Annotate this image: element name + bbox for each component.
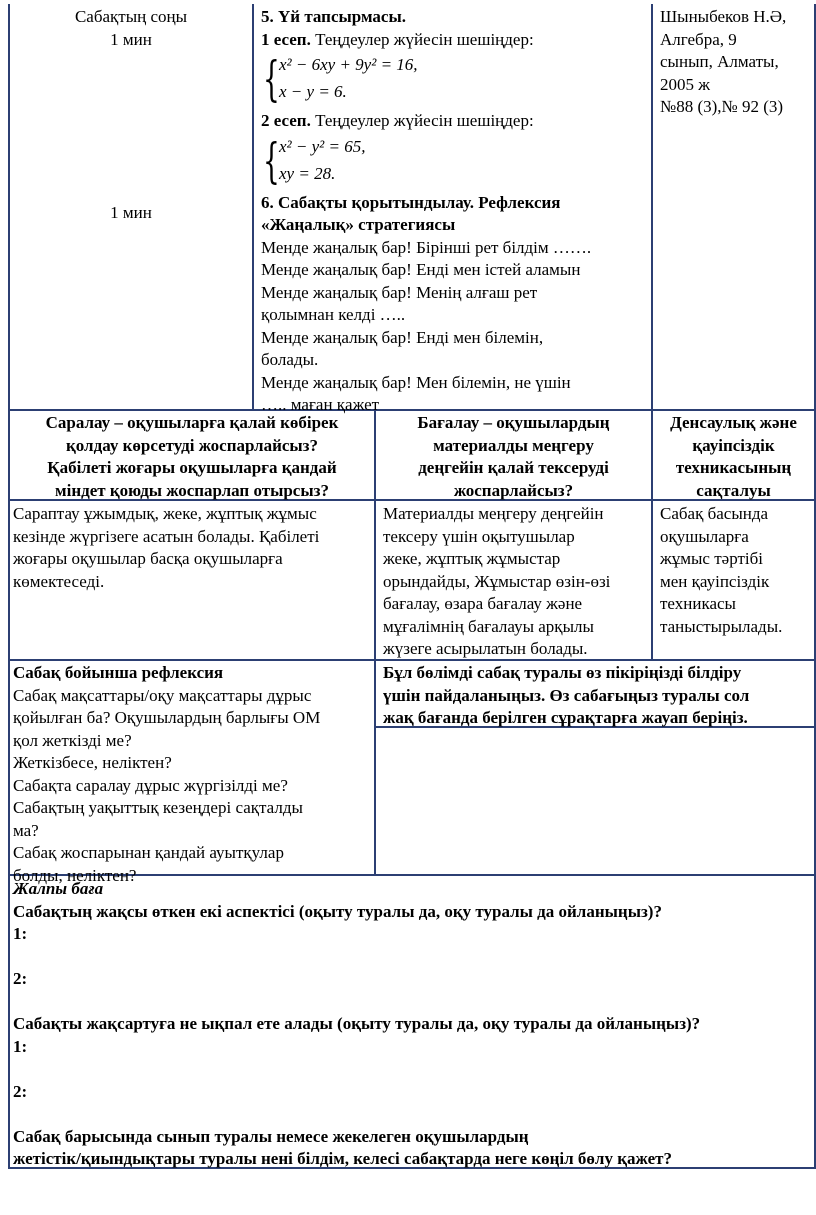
task1-text: Теңдеулер жүйесін шешіңдер: bbox=[315, 29, 534, 49]
reflection-question: Сабақтың уақыттық кезеңдері сақталды bbox=[13, 798, 303, 817]
reflection-line: Менде жаңалық бар! Енді мен білемін, bbox=[261, 327, 544, 347]
body-line: мұғалімнің бағалауы арқылы bbox=[383, 616, 594, 636]
lesson-reflection-cell bbox=[13, 662, 374, 885]
body-line: орындайды, Жұмыстар өзін-өзі bbox=[383, 571, 611, 591]
reflection-line: Менде жаңалық бар! Бірінші рет білдім ……. bbox=[261, 237, 592, 257]
header-line: Саралау – оқушыларға қалай көбірек bbox=[45, 413, 339, 432]
homework-cell bbox=[261, 6, 651, 414]
body-line: оқушыларға bbox=[660, 526, 749, 546]
header-line: сақталуы bbox=[696, 480, 771, 500]
safety-header bbox=[653, 412, 814, 499]
reflection-line: Менде жаңалық бар! Мен білемін, не үшін bbox=[261, 372, 571, 392]
reflection-question: Сабақ жоспарынан қандай ауытқулар bbox=[13, 843, 284, 862]
question-2-item-2: 2: bbox=[13, 1081, 28, 1101]
question-1: Сабақтың жақсы өткен екі аспектісі (оқыту туралы да, оқу туралы да ойланыңыз)? bbox=[13, 901, 662, 921]
body-line: көмектеседі. bbox=[13, 571, 105, 591]
body-line: Материалды меңгеру деңгейін bbox=[383, 504, 604, 523]
safety-body bbox=[660, 503, 814, 659]
reflection-heading-1: 6. Сабақты қорытындылау. Рефлексия bbox=[261, 192, 561, 212]
instruction-line: Бұл бөлімді сабақ туралы өз пікіріңізді білдіру bbox=[383, 663, 742, 682]
reflection-line: Менде жаңалық бар! Менің алғаш рет bbox=[261, 282, 538, 302]
task1-label: 1 есеп. bbox=[261, 29, 311, 49]
reflection-line: Менде жаңалық бар! Енді мен істей аламын bbox=[261, 260, 581, 279]
resource-line: Шыныбеков Н.Ә, bbox=[660, 7, 787, 26]
resource-line: №88 (3),№ 92 (3) bbox=[660, 97, 784, 116]
reflection-heading-2: «Жаңалық» стратегиясы bbox=[261, 215, 456, 234]
question-1-item-2: 2: bbox=[13, 969, 28, 988]
question-2: Сабақты жақсартуға не ықпал ете алады (оқыту туралы да, оқу туралы да ойланыңыз)? bbox=[13, 1014, 701, 1033]
body-line: техникасы bbox=[660, 594, 736, 613]
header-line: деңгейін қалай тексеруді bbox=[418, 458, 609, 477]
resources-cell bbox=[660, 6, 814, 409]
body-line: жұмыс тәртібі bbox=[660, 549, 763, 568]
instruction-line: үшін пайдаланыңыз. Өз сабағыңыз туралы сол bbox=[383, 685, 750, 705]
body-line: Сабақ басында bbox=[660, 504, 769, 523]
header-line: қолдау көрсетуді жоспарлайсыз? bbox=[65, 435, 319, 455]
stage-time-cell bbox=[10, 6, 252, 409]
resource-line: сынып, Алматы, bbox=[660, 52, 779, 71]
header-line: материалды меңгеру bbox=[433, 435, 594, 455]
reflection-time: 1 мин bbox=[110, 203, 152, 222]
homework-heading: 5. Үй тапсырмасы. bbox=[261, 7, 406, 26]
task2 bbox=[261, 110, 651, 133]
reflection-question: Сабақ мақсаттары/оқу мақсаттары дұрыс bbox=[13, 685, 312, 705]
brace-glyph: { bbox=[263, 132, 280, 189]
differentiation-body bbox=[13, 503, 374, 659]
reflection-line: болады. bbox=[261, 350, 319, 369]
question-2-item-1: 1: bbox=[13, 1036, 28, 1056]
question-3-line-2: жетістік/қиындықтары туралы нені білдім, келесі сабақтарда неге көңіл бөлу қажет? bbox=[13, 1149, 673, 1168]
header-line: міндет қоюды жоспарлап отырсыз? bbox=[55, 480, 329, 500]
body-line: кезінде жүргізеге асатын болады. Қабілеті bbox=[13, 526, 320, 546]
body-line: тексеру үшін оқытушылар bbox=[383, 526, 575, 546]
body-line: жеке, жұптық жұмыстар bbox=[383, 549, 561, 568]
header-line: Денсаулық және bbox=[670, 413, 797, 432]
reflection-answer-area[interactable] bbox=[376, 728, 814, 874]
reflection-question: Сабақта саралау дұрыс жүргізілді ме? bbox=[13, 775, 288, 795]
lesson-reflection-heading: Сабақ бойынша рефлексия bbox=[13, 663, 224, 682]
body-line: бағалау, өзара бағалау және bbox=[383, 594, 583, 613]
task2-label: 2 есеп. bbox=[261, 111, 311, 130]
lesson-plan-table bbox=[8, 4, 816, 1169]
header-line: техникасының bbox=[675, 458, 792, 477]
task1 bbox=[261, 29, 651, 52]
assessment-body bbox=[383, 503, 651, 659]
reflection-question: қойылған ба? Оқушылардың барлығы ОМ bbox=[13, 708, 321, 727]
lesson-end-label: Сабақтың соңы bbox=[74, 7, 188, 26]
differentiation-header bbox=[10, 412, 374, 499]
question-3-line-1: Сабақ барысында сынып туралы немесе жекелеген оқушылардың bbox=[13, 1126, 529, 1146]
task2-text: Теңдеулер жүйесін шешіңдер: bbox=[315, 111, 534, 130]
reflection-question: болды, неліктен? bbox=[13, 865, 137, 885]
overall-assessment-cell bbox=[13, 878, 814, 1167]
reflection-question: Жеткізбесе, неліктен? bbox=[13, 753, 172, 772]
equation-system-2 bbox=[263, 132, 651, 190]
end-time: 1 мин bbox=[110, 29, 152, 49]
body-line: таныстырылады. bbox=[660, 616, 783, 636]
brace-glyph: { bbox=[263, 51, 280, 107]
body-line: мен қауіпсіздік bbox=[660, 571, 770, 591]
eq2-line1: x² − y² = 65, bbox=[279, 136, 366, 156]
resource-line: Алгебра, 9 bbox=[660, 29, 737, 49]
header-line: қауіпсіздік bbox=[692, 435, 775, 455]
question-1-item-1: 1: bbox=[13, 924, 28, 943]
reflection-question: ма? bbox=[13, 820, 39, 840]
header-line: Бағалау – оқушылардың bbox=[417, 413, 610, 432]
reflection-line: қолымнан келді ….. bbox=[261, 305, 406, 324]
body-line: Сараптау ұжымдық, жеке, жұптық жұмыс bbox=[13, 504, 317, 523]
eq1-line1: x² − 6xy + 9y² = 16, bbox=[279, 55, 418, 74]
reflection-line: ….. маған қажет bbox=[261, 395, 380, 414]
body-line: жоғары оқушылар басқа оқушыларға bbox=[13, 549, 283, 568]
resource-line: 2005 ж bbox=[660, 74, 710, 94]
overall-heading: Жалпы баға bbox=[13, 879, 104, 898]
assessment-header bbox=[376, 412, 651, 499]
reflection-question: қол жеткізді ме? bbox=[13, 730, 132, 750]
eq1-line2: x − y = 6. bbox=[279, 82, 347, 101]
reflection-instruction-cell bbox=[383, 662, 814, 726]
instruction-line: жақ бағанда берілген сұрақтарға жауап беріңіз. bbox=[383, 708, 748, 727]
header-line: Қабілеті жоғары оқушыларға қандай bbox=[47, 458, 337, 477]
eq2-line2: xy = 28. bbox=[279, 163, 336, 183]
equation-system-1 bbox=[263, 53, 651, 108]
header-line: жоспарлайсыз? bbox=[453, 480, 574, 500]
body-line: жүзеге асырылатын болады. bbox=[383, 639, 588, 658]
